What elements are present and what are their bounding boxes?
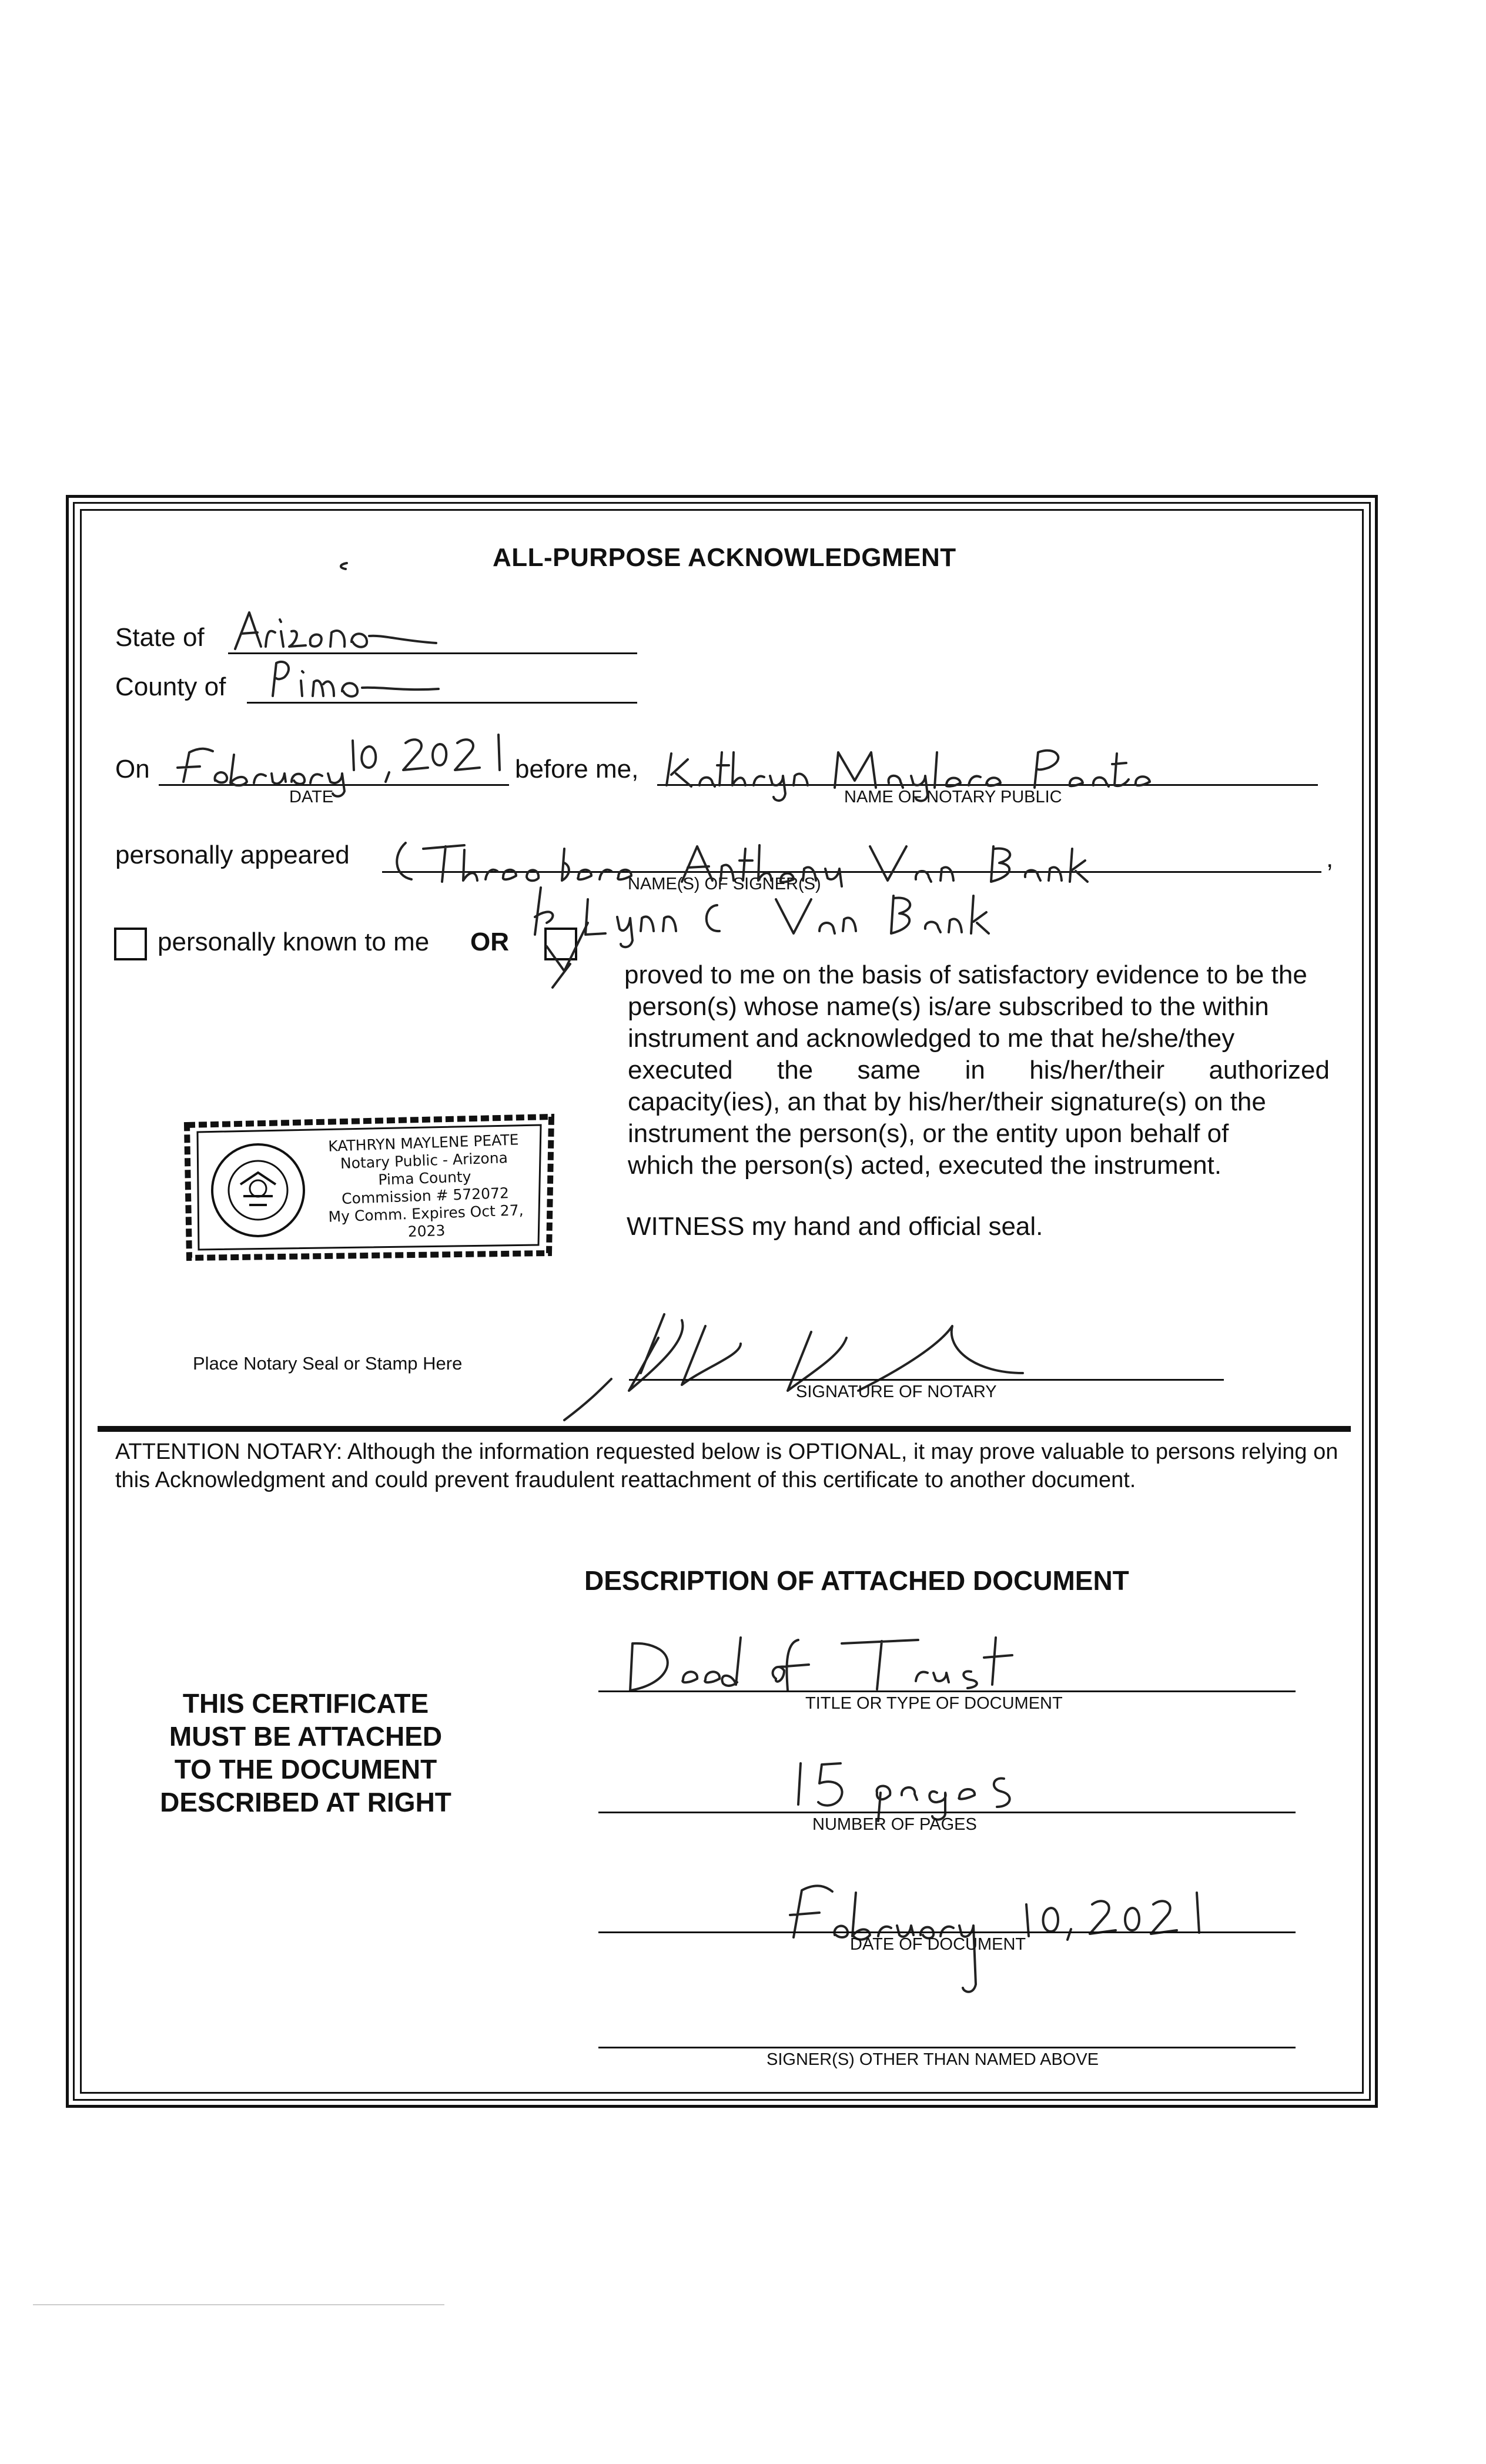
doc-date-handwriting[interactable] [782, 1867, 1323, 2002]
form-title: ALL-PURPOSE ACKNOWLEDGMENT [493, 543, 956, 572]
date-caption: DATE [289, 788, 334, 806]
personally-appeared-label: personally appeared [115, 841, 350, 869]
attention-notice: ATTENTION NOTARY: Although the information requested below is OPTIONAL, it may prove valuable to persons relying on this Acknowledgment and could prevent fraudulent reattachment of this certificate to another document. [115, 1439, 1338, 1492]
certificate-line: TO THE DOCUMENT [174, 1754, 437, 1785]
seal-text [309, 1130, 541, 1244]
doc-date-line [598, 1931, 1296, 1933]
signature-caption: SIGNATURE OF NOTARY [796, 1382, 997, 1401]
county-label: County of [115, 672, 226, 701]
proved-line: instrument and acknowledged to me that he/she/they [628, 1024, 1235, 1053]
or-label: OR [470, 928, 509, 956]
proved-checkmark [529, 917, 600, 993]
seal-line-expires: My Comm. Expires Oct 27, 2023 [328, 1201, 524, 1241]
notary-name-caption: NAME OF NOTARY PUBLIC [844, 788, 1062, 806]
county-handwriting[interactable] [268, 657, 456, 704]
state-label: State of [115, 623, 205, 652]
section-divider [98, 1426, 1351, 1432]
proved-line: capacity(ies), an that by his/her/their signature(s) on the [628, 1087, 1266, 1116]
signer-handwriting-2[interactable] [529, 882, 1176, 958]
scan-artifact-line [33, 2304, 444, 2305]
seal-line-name: KATHRYN MAYLENE PEATE [327, 1131, 519, 1155]
notary-name-handwriting[interactable] [658, 729, 1317, 811]
proved-line: instrument the person(s), or the entity upon behalf of [628, 1119, 1229, 1148]
notary-seal-stamp [181, 1112, 557, 1263]
proved-line: which the person(s) acted, executed the instrument. [628, 1151, 1222, 1180]
personally-known-checkbox[interactable] [114, 928, 147, 960]
proved-line: proved to me on the basis of satisfactory evidence to be the [624, 960, 1307, 989]
attached-doc-title: DESCRIPTION OF ATTACHED DOCUMENT [584, 1565, 1129, 1596]
great-seal-emblem [208, 1140, 308, 1240]
seal-line-title: Notary Public - Arizona [340, 1149, 508, 1172]
certificate-line: THIS CERTIFICATE [182, 1688, 429, 1719]
seal-place-label: Place Notary Seal or Stamp Here [193, 1353, 463, 1374]
doc-title-line [598, 1690, 1296, 1692]
certificate-line: MUST BE ATTACHED [169, 1721, 443, 1752]
pages-handwriting[interactable] [789, 1746, 1153, 1822]
state-handwriting[interactable] [230, 608, 454, 655]
witness-text: WITNESS my hand and official seal. [627, 1212, 1043, 1241]
other-signers-caption: SIGNER(S) OTHER THAN NAMED ABOVE [767, 2050, 1099, 2069]
proved-paragraph [624, 959, 1330, 1181]
on-label: On [115, 755, 150, 784]
pages-caption: NUMBER OF PAGES [812, 1815, 977, 1834]
signer-line-comma: , [1326, 844, 1334, 873]
certificate-line: DESCRIBED AT RIGHT [160, 1787, 451, 1817]
seal-line-county: Pima County [377, 1168, 471, 1189]
other-signers-line [598, 2047, 1296, 2048]
proved-line: person(s) whose name(s) is/are subscribed to the within [628, 992, 1269, 1021]
proved-line: executed the same in his/her/their authorized [628, 1056, 1330, 1084]
pages-line [598, 1812, 1296, 1813]
before-me-label: before me, [515, 755, 639, 784]
doc-title-caption: TITLE OR TYPE OF DOCUMENT [805, 1694, 1063, 1713]
personally-known-label: personally known to me [158, 928, 430, 956]
doc-date-caption: DATE OF DOCUMENT [850, 1935, 1026, 1954]
seal-line-commission: Commission # 572072 [341, 1184, 510, 1207]
certificate-notice [123, 1687, 488, 1819]
notary-signature-line [629, 1379, 1224, 1381]
notary-signature[interactable] [564, 1303, 1140, 1420]
signer-caption: NAME(S) OF SIGNER(S) [628, 875, 821, 893]
stray-mark [335, 561, 353, 573]
